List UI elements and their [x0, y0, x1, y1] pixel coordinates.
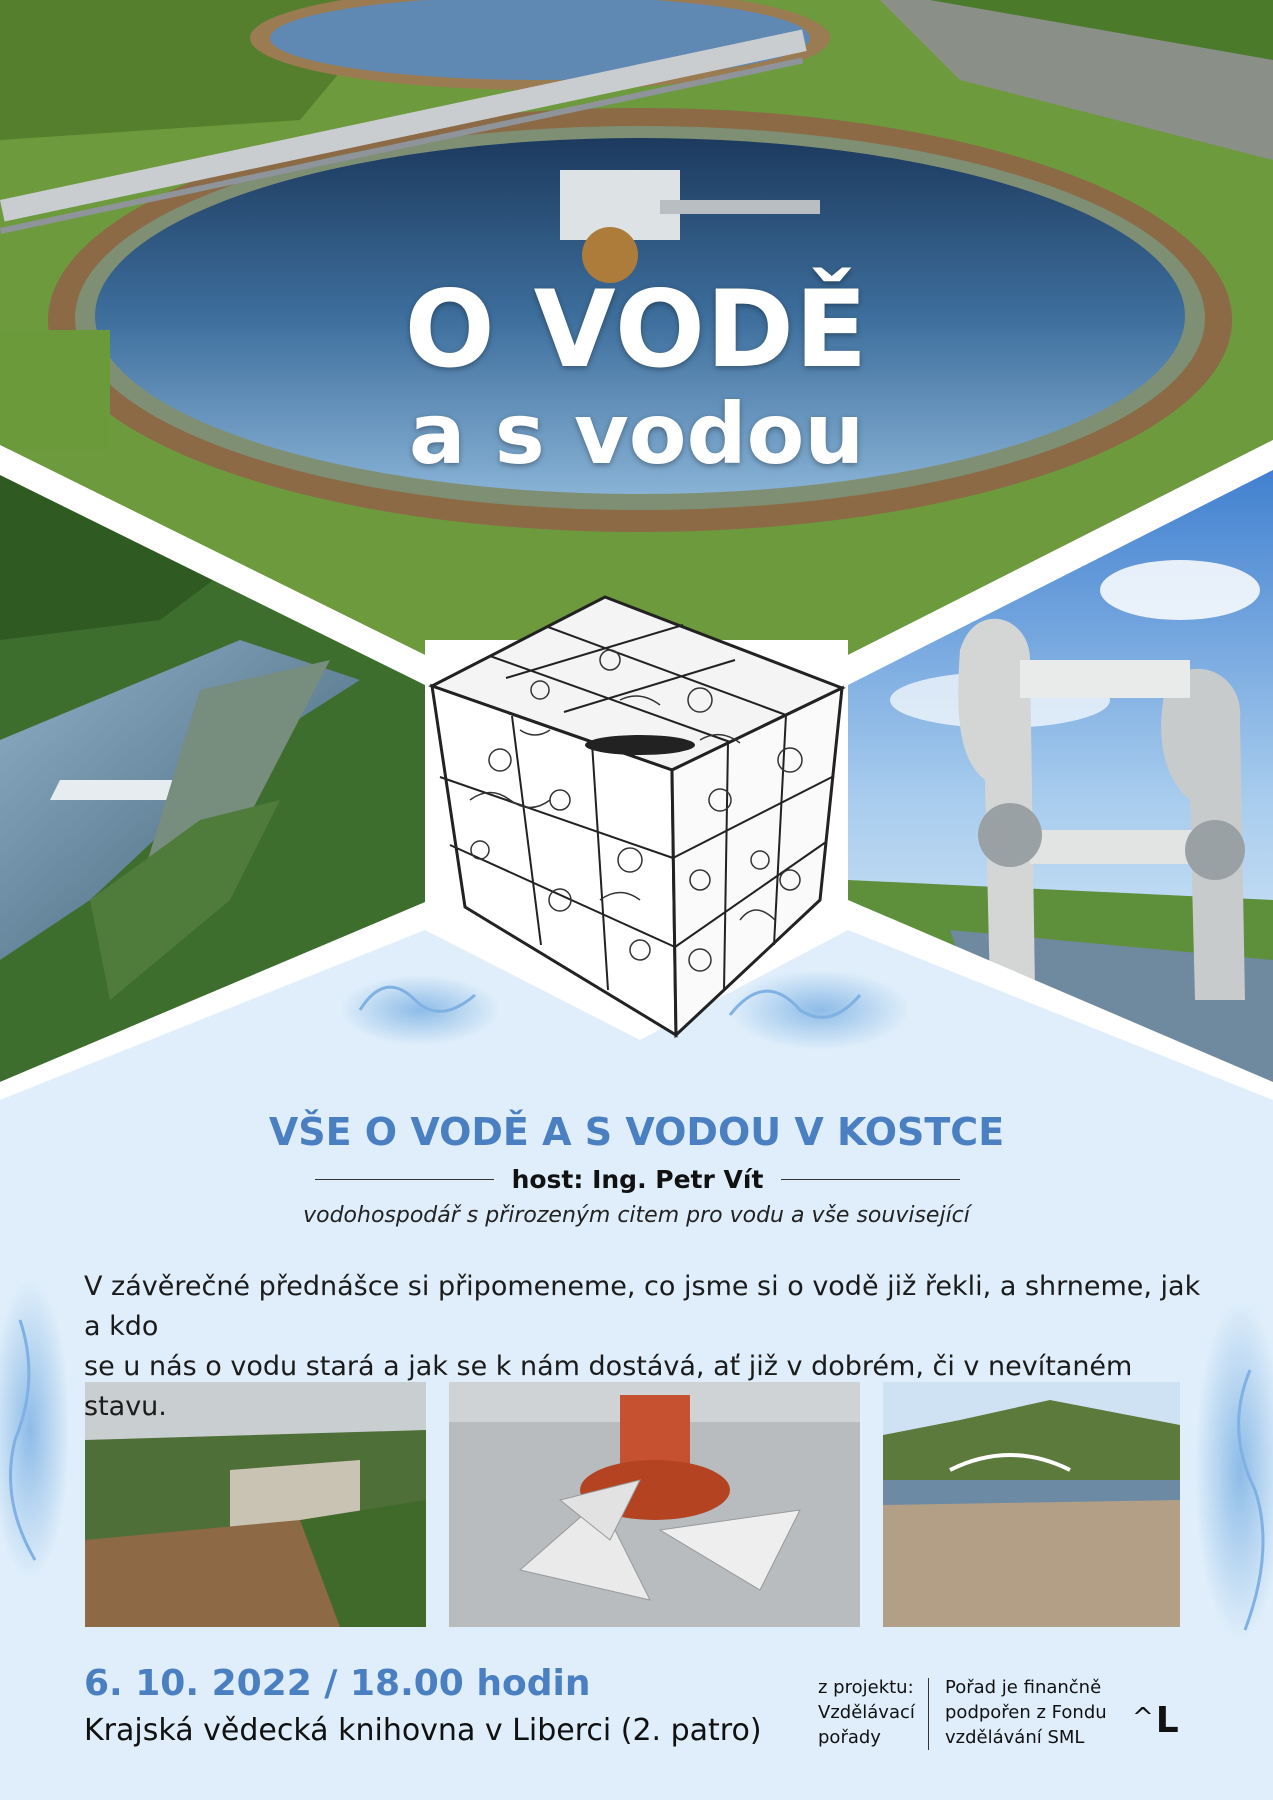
project-label-line: pořady [818, 1727, 881, 1748]
lecture-line: se u nás o vodu stará a jak se k nám dostává, ať již v dobrém, či v nevítaném stavu. [84, 1351, 1133, 1422]
host-name: host: Ing. Petr Vít [511, 1165, 764, 1194]
event-venue: Krajská vědecká knihovna v Liberci (2. patro) [84, 1713, 762, 1748]
funding-note [945, 1675, 1125, 1750]
poster-title-line2: a s vodou [408, 385, 865, 483]
footer-separator [928, 1678, 929, 1750]
lecture-line: V závěrečné přednášce si připomeneme, co jsme si o vodě již řekli, a shrneme, jak a kdo [84, 1271, 1201, 1342]
funding-note-line: Pořad je finančně [945, 1677, 1102, 1698]
lecture-description [84, 1267, 1204, 1427]
host-description: vodohospodář s přirozeným citem pro vodu a vše související [303, 1203, 970, 1228]
poster-title-line1: O VODĚ [404, 268, 869, 391]
event-date-time: 6. 10. 2022 / 18.00 hodin [84, 1663, 591, 1704]
funding-note-line: podpořen z Fondu [945, 1702, 1107, 1723]
divider-right [781, 1179, 960, 1180]
project-label-line: Vzdělávací [818, 1702, 915, 1723]
divider-left [315, 1179, 494, 1180]
host-row [315, 1165, 960, 1194]
funding-note-line: vzdělávání SML [945, 1727, 1085, 1748]
headline: VŠE O VODĚ A S VODOU V KOSTCE [268, 1110, 1005, 1154]
project-label [818, 1675, 918, 1750]
library-logo [1132, 1700, 1179, 1741]
logo-letter: L [1155, 1700, 1179, 1741]
project-label-line: z projektu: [818, 1677, 914, 1698]
logo-caret: ^ [1132, 1703, 1154, 1733]
